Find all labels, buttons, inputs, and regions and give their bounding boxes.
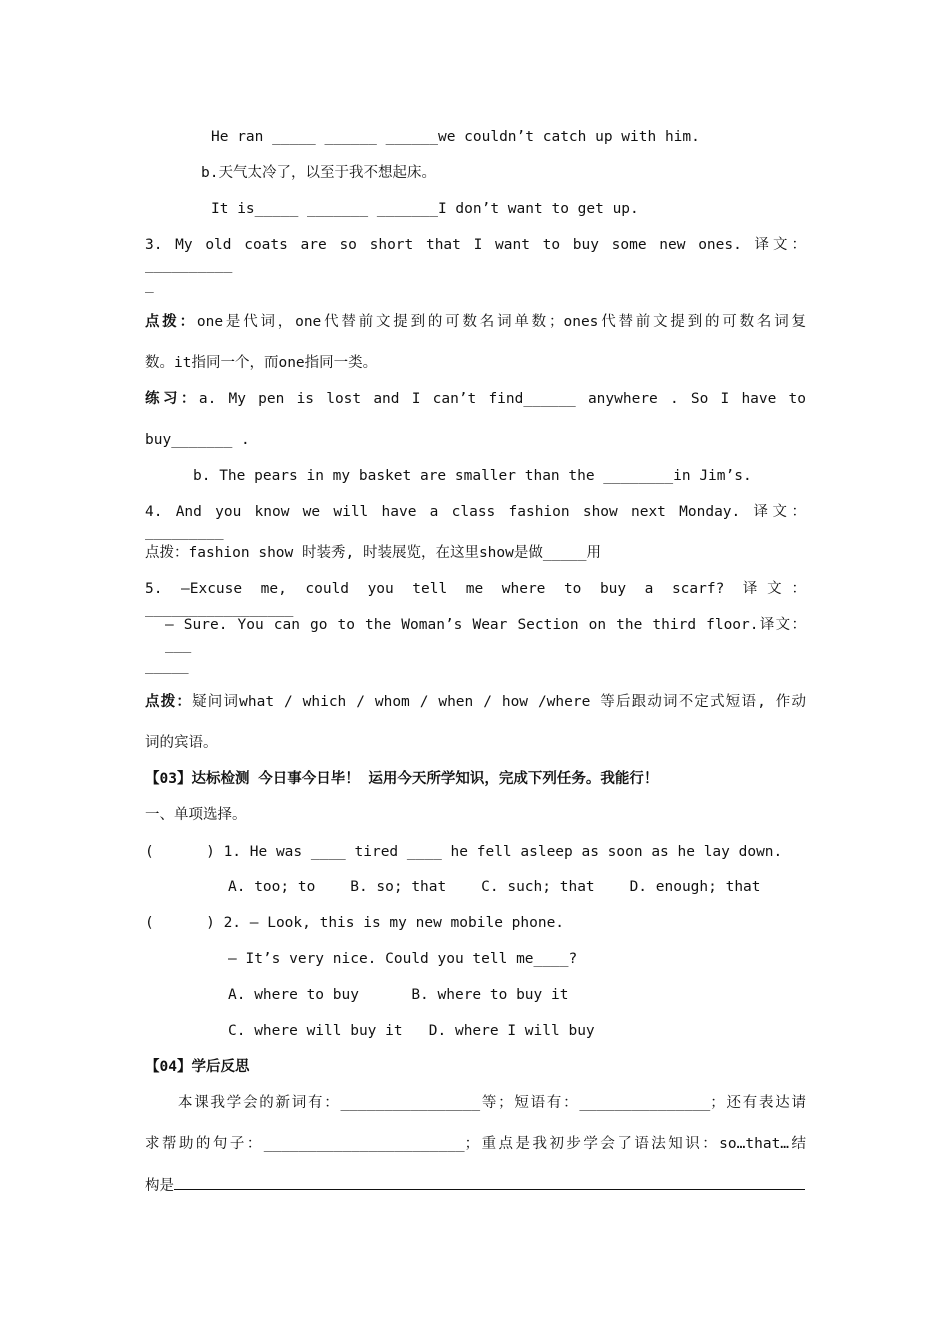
text-line: 4. And you know we will have a class fashion show next Monday. 译文：_________ bbox=[145, 504, 806, 540]
text-line: He ran _____ ______ ______we couldn’t catch up with him. bbox=[211, 129, 700, 145]
text-fragment: 构是 bbox=[145, 1178, 174, 1194]
text-line: 3. My old coats are so short that I want to buy some new ones. 译文：__________ bbox=[145, 237, 806, 273]
tip-label: 点拨： bbox=[145, 314, 197, 330]
exercise-text: a. My pen is lost and I can’t find______ anywhere . So I have to bbox=[198, 391, 807, 407]
text-line: 本课我学会的新词有：________________等；短语有：_______________；还有表达请 bbox=[178, 1095, 806, 1111]
text-line: _ bbox=[145, 277, 154, 293]
answer-underline bbox=[174, 1175, 805, 1190]
question-line: ( ) 2. — Look, this is my new mobile phone. bbox=[145, 915, 565, 931]
exercise-line bbox=[145, 389, 806, 409]
tip-line bbox=[145, 692, 806, 712]
text-line: — It’s very nice. Could you tell me____? bbox=[228, 951, 578, 967]
options-line: A. where to buy B. where to buy it bbox=[228, 987, 569, 1003]
text-line: 求帮助的句子：_______________________；重点是我初步学会了语法知识：so…that…结 bbox=[145, 1136, 806, 1152]
question-line: ( ) 1. He was ____ tired ____ he fell asleep as soon as he lay down. bbox=[145, 844, 783, 860]
exercise-label: 练习： bbox=[145, 391, 199, 407]
options-line: C. where will buy it D. where I will buy bbox=[228, 1023, 595, 1039]
tip-text: 疑问词what / which / whom / when / how /where 等后跟动词不定式短语, 作动 bbox=[192, 694, 806, 710]
text-line: It is_____ _______ _______I don’t want to get up. bbox=[211, 201, 639, 217]
text-line bbox=[145, 1175, 805, 1196]
tip-label: 点拨： bbox=[145, 694, 193, 710]
text-line: 一、单项选择。 bbox=[145, 807, 247, 823]
text-line: 5. –Excuse me, could you tell me where to buy a scarf? 译文：_________________ bbox=[145, 581, 806, 617]
options-line: A. too; to B. so; that C. such; that D. enough; that bbox=[228, 879, 761, 895]
text-line: buy_______ . bbox=[145, 432, 250, 448]
text-line: b.天气太冷了，以至于我不想起床。 bbox=[201, 165, 436, 181]
tip-line bbox=[145, 312, 806, 332]
section-heading: 【03】达标检测 今日事今日毕！ 运用今天所学知识，完成下列任务。我能行！ bbox=[145, 771, 659, 787]
tip-text: one是代词，one代替前文提到的可数名词单数；ones代替前文提到的可数名词复 bbox=[196, 314, 807, 330]
section-heading: 【04】学后反思 bbox=[145, 1059, 250, 1075]
text-line: b. The pears in my basket are smaller than the ________in Jim’s. bbox=[193, 468, 752, 484]
text-line: _____ bbox=[145, 658, 189, 674]
text-line: 点拨：fashion show 时装秀, 时装展览，在这里show是做_____用 bbox=[145, 545, 602, 561]
text-line: 数。it指同一个，而one指同一类。 bbox=[145, 355, 378, 371]
text-line: – Sure. You can go to the Woman’s Wear Section on the third floor.译文：___ bbox=[165, 617, 806, 653]
text-line: 词的宾语。 bbox=[145, 735, 218, 751]
